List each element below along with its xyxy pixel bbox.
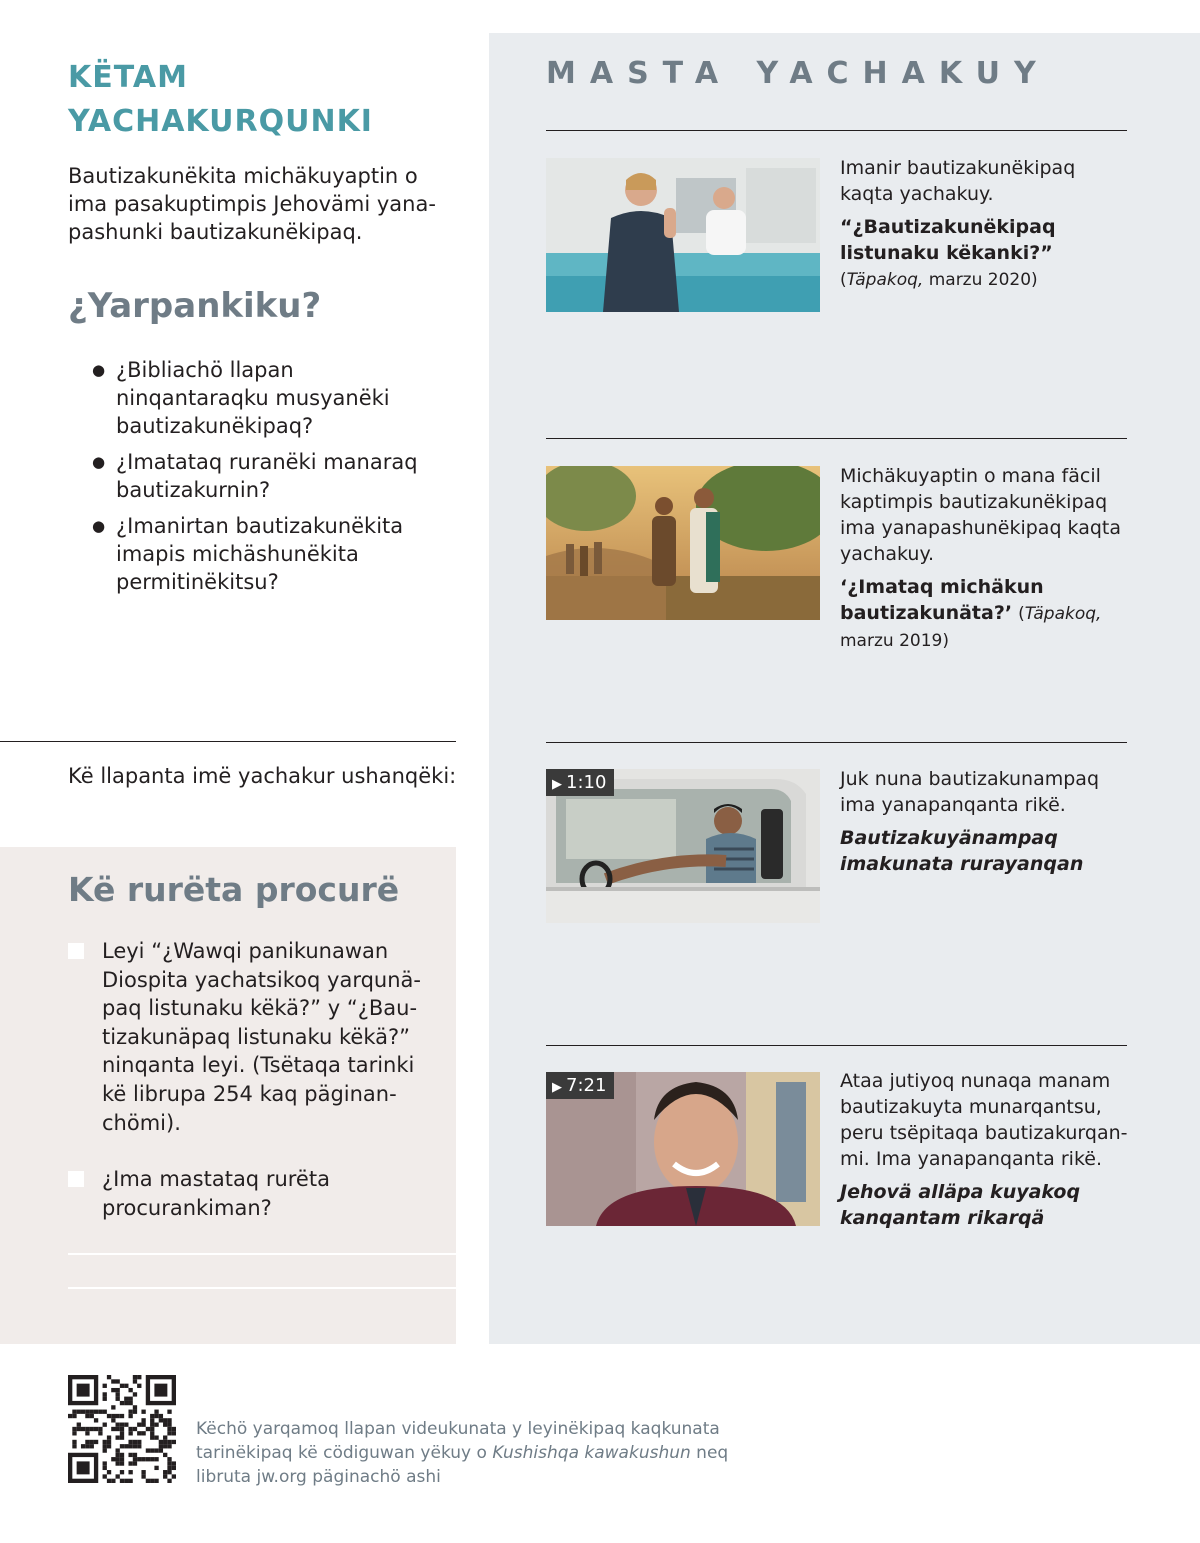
explore-item-text — [840, 155, 1130, 293]
qr-code-graphic — [68, 1375, 176, 1483]
publication-name: Täpakoq, — [846, 270, 924, 290]
write-in-line[interactable] — [68, 1287, 456, 1289]
publication-date: marzu 2020) — [923, 270, 1038, 290]
smiling-man-video[interactable] — [546, 1072, 820, 1226]
footer-text-part: Këchö yarqamoq llapan videukunata y leyinëkipaq kaqkunata tarinëkipaq kë cödiguwan yëkuy o — [196, 1419, 720, 1463]
footer-text — [196, 1417, 736, 1489]
review-question: ● ¿Imanirtan bautizakunëkita imapis michäshunëkita permitinëkitsu? — [92, 512, 452, 596]
divider — [546, 1045, 1127, 1046]
lesson-summary: Bautizakunëkita michäkuyaptin o ima pasakuptimpis Jehovämi yanapashunki bautizakunëkipaq. — [68, 164, 436, 244]
goal-checkbox[interactable] — [68, 943, 84, 959]
baptism-pool-photo[interactable] — [546, 158, 820, 312]
philip-eunuch-painting[interactable] — [546, 466, 820, 620]
divider — [546, 742, 1127, 743]
man-driving-truck-video[interactable] — [546, 769, 820, 923]
item-description: Juk nuna bautizakunampaq ima yanapanqanta rikë. — [840, 768, 1100, 816]
item-description: Ataa jutiyoq nunaqa manam bautizakuyta munarqantsu, peru tsëpitaqa bautizakurqanmi. Ima yanapanqanta rikë. — [840, 1070, 1128, 1170]
publication-name: Täpakoq, — [1024, 604, 1102, 624]
explore-item-text — [840, 766, 1130, 877]
video-duration-badge — [546, 1072, 614, 1099]
questions-heading: ¿Yarpankiku? — [68, 286, 322, 326]
explore-title: MASTA YACHAKUY — [546, 56, 1050, 91]
notes-label: Kë llapanta imë yachakur ushanqëki: — [68, 764, 457, 788]
video-reference[interactable] — [840, 1179, 1130, 1231]
video-duration-badge — [546, 769, 614, 796]
review-title — [68, 56, 398, 144]
explore-item-text — [840, 463, 1130, 654]
goal-text: ¿Ima mastataq rurëta procurankiman? — [102, 1167, 330, 1220]
goal-text: Leyi “¿Wawqi panikunawan Diospita yachatsikoq yarqunäpaq listunaku këkä?” y “¿Bautizakunäpaq listunaku këkä?” ninqanta leyi. (Tsëtaqa tarinki kë librupa 254 kaq päginanchömi). — [102, 939, 421, 1135]
review-question: ● ¿Bibliachö llapan ninqantaraqku musyanëki bautizakunëkipaq? — [92, 356, 452, 440]
article-reference[interactable]: ‘¿Imataq michäkun bautizakunäta?’ (Täpakoq, marzu 2019) — [840, 576, 1102, 651]
article-title[interactable]: “¿Bautizakunëkipaq listunaku këkanki?” — [840, 216, 1056, 264]
goal-item — [68, 1165, 428, 1222]
explore-item-text — [840, 1068, 1130, 1231]
book-title: Kushishqa kawakushun — [492, 1443, 691, 1463]
qr-code-icon[interactable] — [68, 1375, 176, 1483]
article-reference[interactable]: “¿Bautizakunëkipaq listunaku këkanki?” (Täpakoq, marzu 2020) — [840, 216, 1056, 290]
review-question: ● ¿Imatataq ruranëki manaraq bautizakurnin? — [92, 448, 452, 504]
goal-item — [68, 937, 428, 1137]
video-duration: 1:10 — [566, 772, 607, 793]
item-description: Michäkuyaptin o mana fäcil kaptimpis bautizakunëkipaq ima yanapashunëkipaq kaqta yachakuy. — [840, 465, 1122, 565]
video-title[interactable]: Jehovä alläpa kuyakoq kanqantam rikarqä — [840, 1181, 1081, 1229]
video-title[interactable]: Bautizakuyänampaq imakunata rurayanqan — [840, 827, 1084, 875]
review-title-text: KËTAM YACHAKURQUNKI — [68, 60, 373, 139]
review-questions-list — [92, 356, 452, 604]
play-icon: ▶ — [552, 777, 562, 792]
divider — [546, 438, 1127, 439]
footer-text-part: neq libruta jw.org päginachö ashi — [196, 1443, 729, 1487]
goal-title: Kë rurëta procurë — [68, 870, 400, 909]
divider — [546, 130, 1127, 131]
play-icon: ▶ — [552, 1080, 562, 1095]
video-reference[interactable] — [840, 825, 1130, 877]
article-title[interactable]: ‘¿Imataq michäkun bautizakunäta?’ — [840, 576, 1044, 624]
goal-checkbox[interactable] — [68, 1171, 84, 1187]
baptism-image — [546, 158, 820, 312]
write-in-line[interactable] — [68, 1253, 456, 1255]
video-duration: 7:21 — [566, 1075, 607, 1096]
painting-image — [546, 466, 820, 620]
divider — [0, 741, 456, 742]
publication-date: marzu 2019) — [840, 631, 949, 651]
item-description: Imanir bautizakunëkipaq kaqta yachakuy. — [840, 157, 1076, 205]
